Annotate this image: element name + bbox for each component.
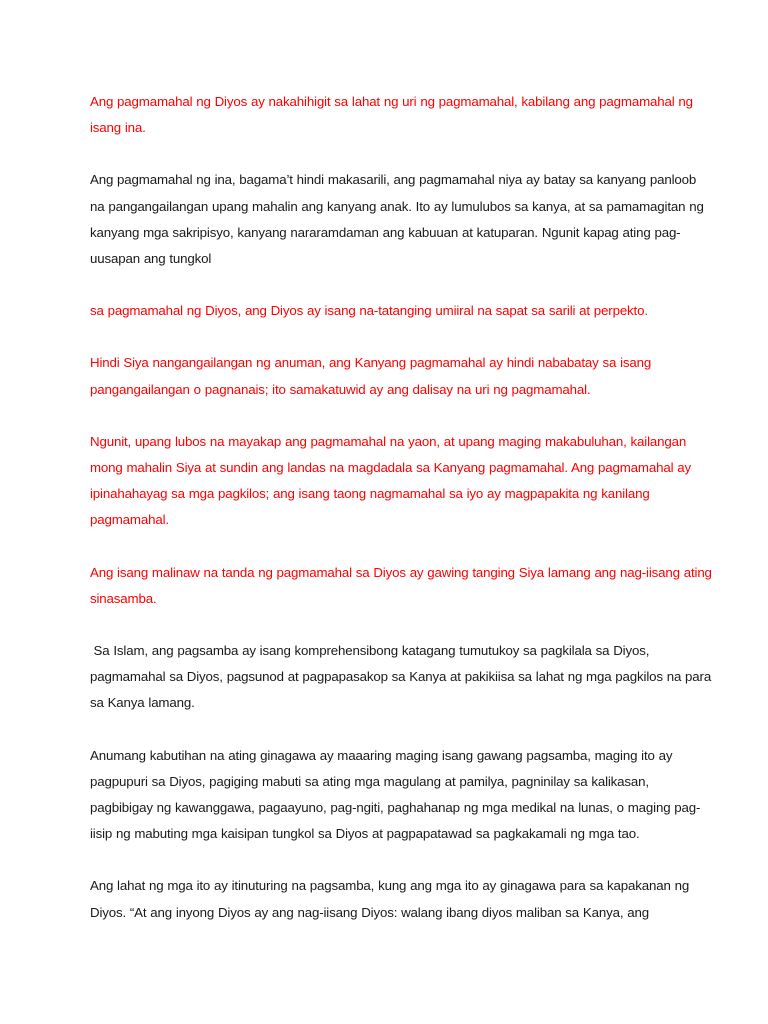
paragraph (90, 638, 712, 717)
text-line: pangangailangan o pagnanais; ito samakatuwid ay ang dalisay na uri ng pagmamahal. (90, 381, 591, 397)
paragraph (90, 298, 690, 324)
text-line: isang ina. (90, 120, 146, 136)
text-line: ipinahahayag sa mga pagkilos; ang isang taong nagmamahal sa iyo ay magpapakita ng kanilang (90, 486, 650, 502)
paragraph (90, 89, 693, 141)
document-body (90, 89, 712, 952)
text-line: pagbibigay ng kawanggawa, pagaayuno, pag-ngiti, paghahanap ng mga medikal na lunas, o maging pag- (90, 800, 701, 816)
text-line: Ngunit, upang lubos na mayakap ang pagmamahal na yaon, at upang maging makabuluhan, kailangan (90, 433, 687, 449)
text-line: uusapan ang tungkol (90, 251, 212, 267)
text-line: Diyos. “At ang inyong Diyos ay ang nag-iisang Diyos: walang ibang diyos maliban sa Kanya, ang (90, 904, 649, 920)
text-line: iisip ng mabuting mga kaisipan tungkol sa Diyos at pagpapatawad sa pagkakamali ng mga tao. (90, 826, 640, 842)
paragraph (90, 350, 690, 402)
text-line: sa pagmamahal ng Diyos, ang Diyos ay isang na-tatanging umiiral na sapat sa sarili at perpekto. (90, 303, 648, 319)
text-line: Anumang kabutihan na ating ginagawa ay maaaring maging isang gawang pagsamba, maging ito ay (90, 747, 673, 763)
text-line: pagmamahal sa Diyos, pagsunod at pagpapasakop sa Kanya at pakikiisa sa lahat ng mga pagkilos na para (90, 669, 712, 685)
text-line: na pangangailangan upang mahalin ang kanyang anak. Ito ay lumulubos sa kanya, at sa pamamagitan ng (90, 198, 704, 214)
paragraph (90, 167, 704, 272)
text-line: mong mahalin Siya at sundin ang landas na magdadala sa Kanyang pagmamahal. Ang pagmamahal ay (90, 460, 691, 476)
text-line: Ang isang malinaw na tanda ng pagmamahal sa Diyos ay gawing tanging Siya lamang ang nag-iisang ating (90, 564, 712, 580)
text-line: pagmamahal. (90, 512, 169, 528)
paragraph (90, 429, 690, 534)
text-line: Hindi Siya nangangailangan ng anuman, ang Kanyang pagmamahal ay hindi nababatay sa isang (90, 355, 652, 371)
text-line: kanyang mga sakripisyo, kanyang nararamdaman ang kabuuan at katuparan. Ngunit kapag ating pag- (90, 224, 681, 240)
text-line: sa Kanya lamang. (90, 695, 195, 711)
text-line: Ang lahat ng mga ito ay itinuturing na pagsamba, kung ang mga ito ay ginagawa para sa kapakanan ng (90, 878, 690, 894)
paragraph (90, 873, 690, 925)
text-line: sinasamba. (90, 590, 157, 606)
text-line: pagpupuri sa Diyos, pagiging mabuti sa ating mga magulang at pamilya, pagninilay sa kalikasan, (90, 773, 649, 789)
text-line: Ang pagmamahal ng ina, bagama’t hindi makasarili, ang pagmamahal niya ay batay sa kanyang panloob (90, 172, 697, 188)
text-line: Ang pagmamahal ng Diyos ay nakahihigit sa lahat ng uri ng pagmamahal, kabilang ang pagmamahal ng (90, 94, 693, 109)
paragraph (90, 743, 701, 848)
text-line: Sa Islam, ang pagsamba ay isang komprehensibong katagang tumutukoy sa pagkilala sa Diyos, (90, 643, 650, 659)
paragraph (90, 560, 712, 612)
